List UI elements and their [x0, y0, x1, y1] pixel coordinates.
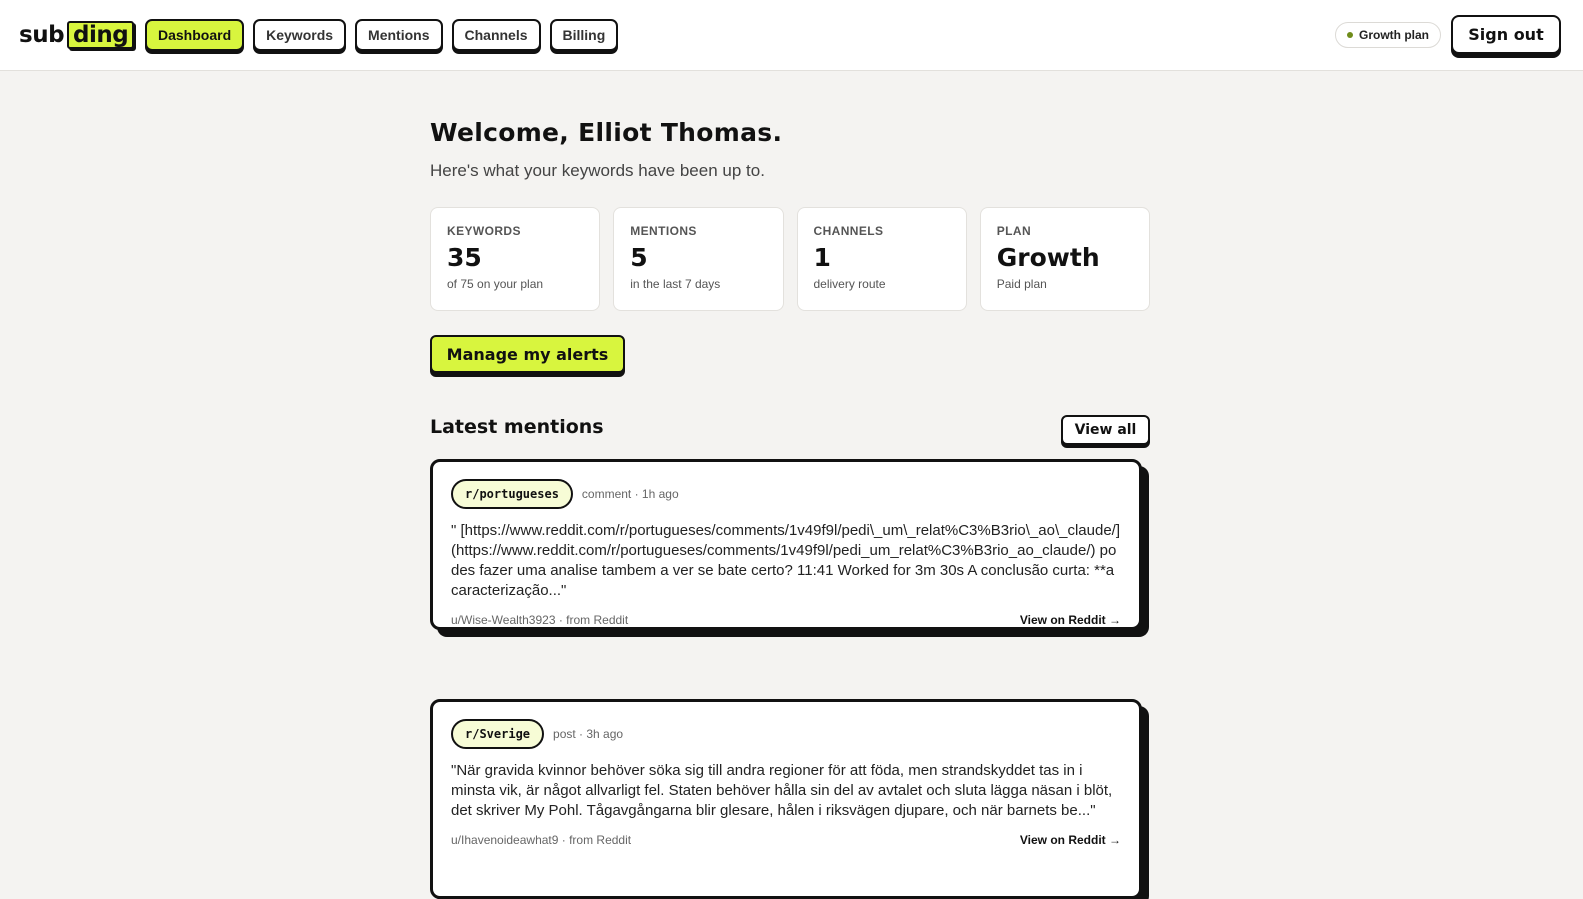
manage-alerts-button[interactable]: Manage my alerts [430, 335, 625, 373]
sign-out-button[interactable]: Sign out [1451, 15, 1561, 54]
stat-value: Growth [996, 243, 1100, 272]
subreddit-tag[interactable]: r/portugueses [451, 479, 573, 509]
page-title: Welcome, Elliot Thomas. [430, 118, 783, 147]
page-subtitle: Here's what your keywords have been up to. [430, 161, 765, 180]
mention-text: "När gravida kvinnor behöver söka sig till andra regioner för att föda, men strandskyddet tas in i minsta vik, är något allvarligt fel. Staten behöver hålla sin del av avtalet och sluta lägga näsan i blöt, det skriver My Pohl. Tågavgångarna blir glesare, hålen i riksvägen djupare, och när barnets be..." [451, 762, 1113, 819]
status-dot-icon [1347, 32, 1353, 38]
logo[interactable] [19, 21, 134, 49]
stat-caption: of 75 on your plan [447, 277, 544, 291]
mention-author: u/Ihavenoideawhat9 · from Reddit [451, 833, 632, 847]
mention-header [451, 719, 1121, 749]
mention-footer [451, 833, 1121, 847]
stat-label: KEYWORDS [447, 224, 521, 238]
latest-mentions-heading: Latest mentions [430, 416, 604, 438]
stat-value: 1 [813, 243, 831, 272]
stat-caption: in the last 7 days [630, 277, 721, 291]
view-on-reddit-link[interactable]: View on Reddit → [1019, 833, 1121, 847]
stat-label: PLAN [996, 224, 1032, 238]
nav-mentions[interactable]: Mentions [355, 19, 442, 51]
view-on-reddit-link[interactable]: View on Reddit → [1019, 613, 1121, 627]
stat-label: MENTIONS [630, 224, 697, 238]
stat-card-keywords [430, 207, 600, 311]
mention-meta: comment · 1h ago [581, 487, 679, 501]
nav-dashboard[interactable]: Dashboard [145, 19, 244, 51]
main-nav [145, 19, 618, 51]
stats-row [430, 207, 1150, 311]
subreddit-tag[interactable]: r/Sverige [451, 719, 544, 749]
stat-value: 5 [630, 243, 648, 272]
nav-billing[interactable]: Billing [550, 19, 619, 51]
mention-footer [451, 613, 1121, 627]
stat-caption: Paid plan [996, 277, 1047, 291]
mention-text: " [https://www.reddit.com/r/portugueses/comments/1v49f9l/pedi\_um\_relat%C3%B3rio\_ao\_claude/] (https://www.reddit.com/r/portugueses/comments/1v49f9l/pedi_um_relat%C3%B3rio_ao_claude/) podes fazer uma analise tambem a ver se bate certo? 11:41 Worked for 3m 30s A conclusão curta: **a caracterização..." [451, 522, 1120, 599]
plan-badge-label: Growth plan [1359, 28, 1429, 42]
stat-label: CHANNELS [813, 224, 884, 238]
mention-header [451, 479, 1121, 509]
stat-card-mentions [613, 207, 783, 311]
logo-text-ding: ding [67, 21, 134, 49]
plan-badge [1335, 22, 1441, 48]
stat-caption: delivery route [813, 277, 886, 291]
stat-value: 35 [447, 243, 482, 272]
mention-card [430, 459, 1142, 630]
stat-card-channels [797, 207, 967, 311]
nav-keywords[interactable]: Keywords [253, 19, 346, 51]
top-navigation-bar [0, 0, 1583, 71]
logo-text-sub: sub [19, 22, 65, 48]
view-all-button[interactable]: View all [1061, 415, 1150, 445]
mention-card [430, 699, 1142, 899]
nav-channels[interactable]: Channels [452, 19, 541, 51]
mention-meta: post · 3h ago [553, 727, 624, 741]
mention-author: u/Wise-Wealth3923 · from Reddit [451, 613, 629, 627]
stat-card-plan [980, 207, 1150, 311]
